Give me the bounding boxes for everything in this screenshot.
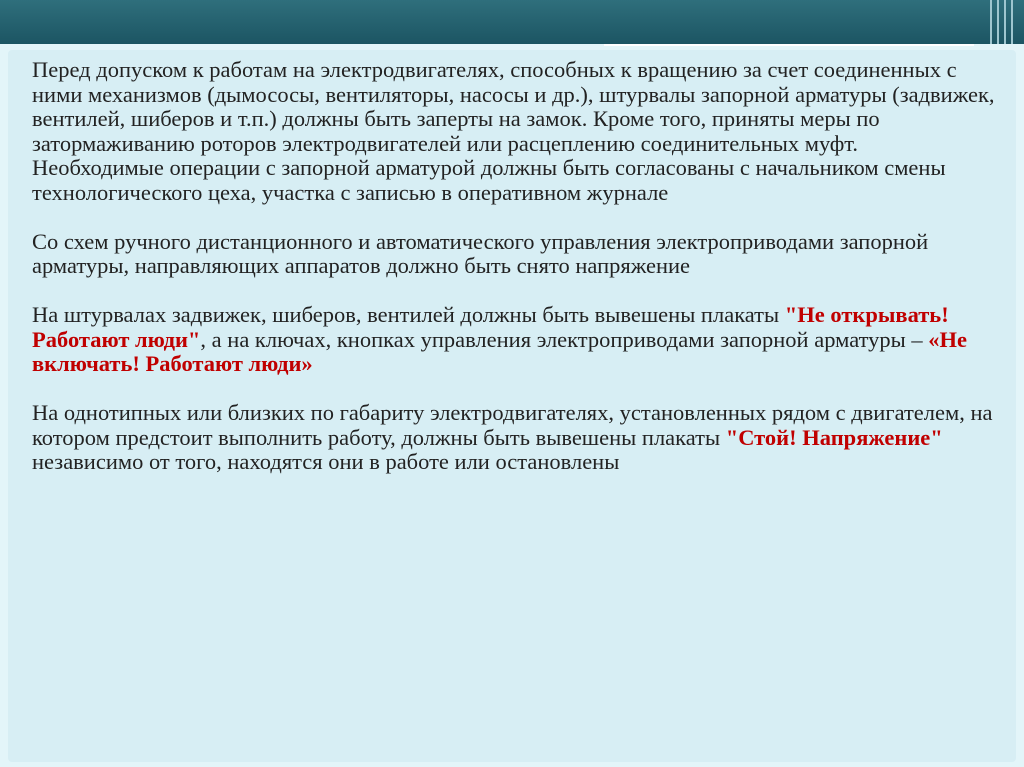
paragraph-posters-motors <box>32 401 1007 475</box>
slide-body-text <box>32 58 1007 475</box>
paragraph-posters-valves <box>32 303 1007 377</box>
paragraph-locking-valves: Перед допуском к работам на электродвигателях, способных к вращению за счет соединенных с ними механизмов (дымососы, вентиляторы, насосы и др.), штурвалы запорной арматуры (задвижек, вентилей, шиберов и т.п.) должны быть заперты на замок. Кроме того, приняты меры по затормаживанию роторов электродвигателей или расцеплению соединительных муфт. <box>32 57 995 156</box>
paragraph-text: , а на ключах, кнопках управления электроприводами запорной арматуры – <box>200 326 929 352</box>
header-bar <box>0 0 1024 44</box>
paragraph-remove-voltage: Со схем ручного дистанционного и автоматического управления электроприводами запорной арматуры, направляющих аппаратов должно быть снято напряжение <box>32 228 929 278</box>
poster-do-not-switch-on: «Не включать! Работают люди» <box>32 326 968 376</box>
poster-stop-voltage: "Стой! Напряжение" <box>725 424 943 450</box>
paragraph-text: На штурвалах задвижек, шиберов, вентилей должны быть вывешены плакаты <box>32 302 785 327</box>
paragraph-coordination: Необходимые операции с запорной арматурой должны быть согласованы с начальником смены технологического цеха, участка с записью в оперативном журнале <box>32 155 946 205</box>
paragraph-text: независимо от того, находятся они в работе или остановлены <box>32 449 620 474</box>
header-stripes-decoration <box>984 0 1024 44</box>
poster-do-not-open: "Не открывать! Работают люди" <box>32 302 949 352</box>
paragraph-text: На однотипных или близких по габариту электродвигателях, установленных рядом с двигателем, на котором предстоит выполнить работу, должны быть вывешены плакаты <box>32 400 993 450</box>
